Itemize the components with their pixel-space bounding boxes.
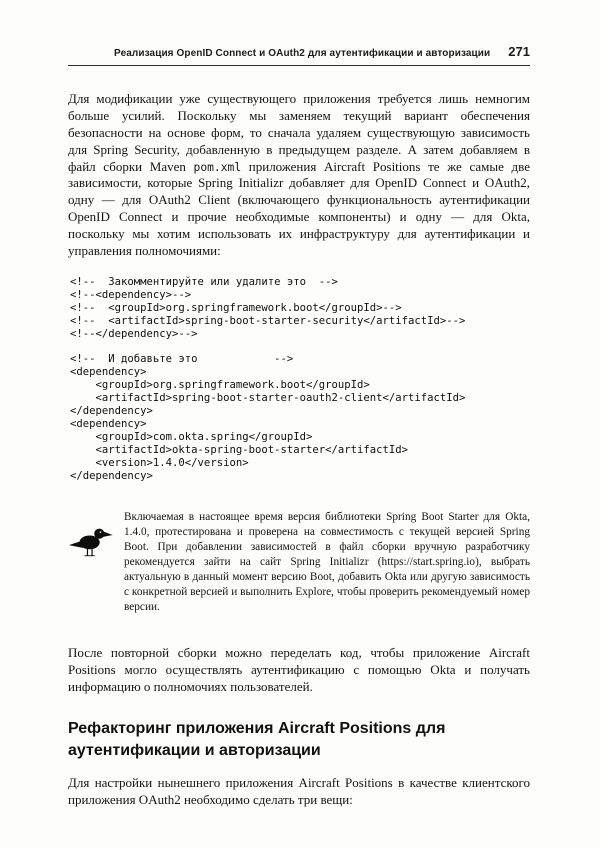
paragraph-intro-text-b: приложения Aircraft Positions те же самые две зависимости, которые Spring Initializr добавляет для OpenID Connect и OAuth2, одну — для OAuth2 Client (включающего функциональность аутентификации OpenID Connect и прочие необходимые компоненты) и одну — для Okta, поскольку мы хотим использовать их инфраструктуру для аутентификации и управления полномочиями:: [68, 158, 530, 259]
code-line: <artifactId>spring-boot-starter-oauth2-client</artifactId>: [70, 392, 466, 405]
code-line: <!-- <groupId>org.springframework.boot</groupId>-->: [70, 301, 402, 314]
crow-icon: [68, 510, 124, 615]
code-line: <artifactId>okta-spring-boot-starter</artifactId>: [70, 443, 409, 456]
code-line: <groupId>org.springframework.boot</groupId>: [70, 379, 370, 392]
code-line: [70, 341, 530, 354]
running-head-title: Реализация OpenID Connect и OAuth2 для аутентификации и авторизации: [114, 48, 491, 59]
code-line: <!--</dependency>-->: [70, 327, 198, 340]
paragraph-intro-text-a: Для модификации уже существующего приложения требуется лишь немногим больше усилий. Поскольку мы заменяем текущий вариант обеспечения безопасности на основе форм, то сначала удаляем существующую зависимость для Spring Security, добавленную в предыдущем разделе. А затем добавляем в файл сборки Maven: [68, 91, 530, 174]
page-number: 271: [508, 44, 530, 59]
code-block: [70, 276, 530, 483]
paragraph-after-note: После повторной сборки можно переделать код, чтобы приложение Aircraft Positions могло осуществлять аутентификацию с помощью Okta и получать информацию о полномочиях пользователей.: [68, 644, 530, 694]
header-rule: [68, 65, 530, 66]
code-line: <version>1.4.0</version>: [70, 456, 249, 469]
inline-code-pom-xml: pom.xml: [193, 160, 242, 174]
code-line: <!--<dependency>-->: [70, 288, 192, 301]
code-line: <dependency>: [70, 366, 147, 379]
code-line: <groupId>com.okta.spring</groupId>: [70, 430, 313, 443]
code-line: <!-- <artifactId>spring-boot-starter-security</artifactId>-->: [70, 314, 466, 327]
paragraph-intro: [68, 91, 530, 260]
note-box: [68, 510, 530, 615]
code-line: <dependency>: [70, 418, 147, 431]
section-heading: Рефакторинг приложения Aircraft Positions для аутентификации и авторизации: [68, 720, 446, 759]
page-header: [68, 44, 530, 59]
note-text: Включаемая в настоящее время версия библиотеки Spring Boot Starter для Okta, 1.4.0, протестирована и проверена на совместимость с текущей версией Spring Boot. При добавлении зависимостей в файл сборки вручную разработчику рекомендуется зайти на сайт Spring Initializr (https://start.spring.io), выбрать актуальную в данный момент версию Boot, добавить Okta или другую зависимость с конкретной версией и выполнить Explore, чтобы проверить рекомендуемый номер версии.: [124, 510, 530, 613]
paragraph-final: Для настройки нынешнего приложения Aircraft Positions в качестве клиентского приложения OAuth2 необходимо сделать три вещи:: [68, 774, 530, 807]
code-line: </dependency>: [70, 405, 153, 418]
code-line: </dependency>: [70, 469, 153, 482]
code-line: <!-- И добавьте это -->: [70, 353, 294, 366]
code-line: <!-- Закомментируйте или удалите это -->: [70, 275, 338, 288]
